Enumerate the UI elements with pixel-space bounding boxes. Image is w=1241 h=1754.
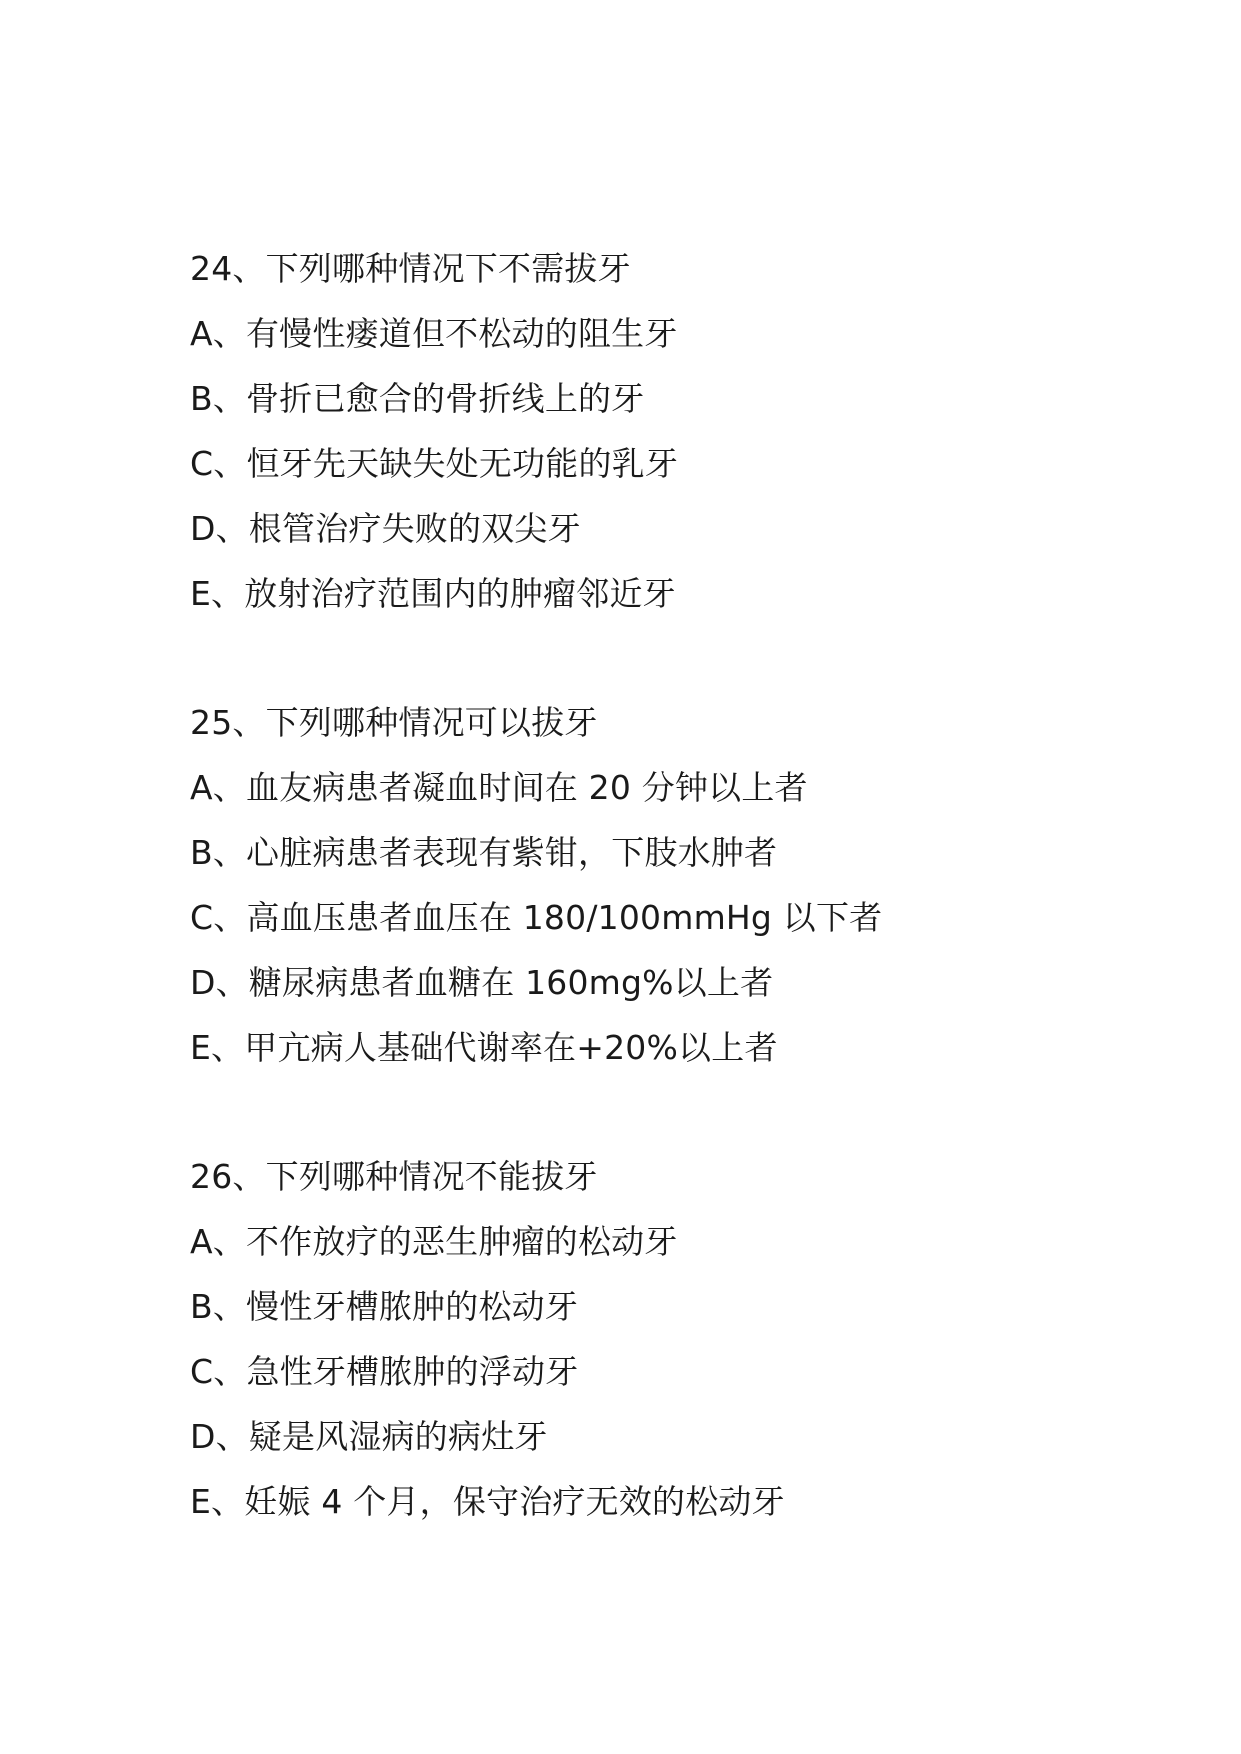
question-stem: 24、下列哪种情况下不需拔牙 bbox=[190, 249, 631, 288]
question-stem: 25、下列哪种情况可以拔牙 bbox=[190, 703, 598, 742]
option-b: B、心脏病患者表现有紫钳，下肢水肿者 bbox=[190, 833, 778, 872]
question-25 bbox=[190, 690, 1190, 1080]
option-d: D、糖尿病患者血糖在 160mg%以上者 bbox=[190, 963, 774, 1002]
option-c: C、高血压患者血压在 180/100mmHg 以下者 bbox=[190, 898, 883, 937]
option-d: D、疑是风湿病的病灶牙 bbox=[190, 1417, 548, 1456]
option-a: A、不作放疗的恶生肿瘤的松动牙 bbox=[190, 1222, 678, 1261]
option-c: C、急性牙槽脓肿的浮动牙 bbox=[190, 1352, 579, 1391]
option-a: A、有慢性瘘道但不松动的阻生牙 bbox=[190, 314, 678, 353]
option-a: A、血友病患者凝血时间在 20 分钟以上者 bbox=[190, 768, 808, 807]
option-b: B、慢性牙槽脓肿的松动牙 bbox=[190, 1287, 579, 1326]
document-page bbox=[190, 236, 1190, 1598]
question-24 bbox=[190, 236, 1190, 626]
option-e: E、妊娠 4 个月，保守治疗无效的松动牙 bbox=[190, 1482, 785, 1521]
option-e: E、甲亢病人基础代谢率在+20%以上者 bbox=[190, 1028, 778, 1067]
option-c: C、恒牙先天缺失处无功能的乳牙 bbox=[190, 444, 679, 483]
question-26 bbox=[190, 1144, 1190, 1534]
option-b: B、骨折已愈合的骨折线上的牙 bbox=[190, 379, 645, 418]
option-e: E、放射治疗范围内的肿瘤邻近牙 bbox=[190, 574, 676, 613]
question-stem: 26、下列哪种情况不能拔牙 bbox=[190, 1157, 598, 1196]
option-d: D、根管治疗失败的双尖牙 bbox=[190, 509, 581, 548]
